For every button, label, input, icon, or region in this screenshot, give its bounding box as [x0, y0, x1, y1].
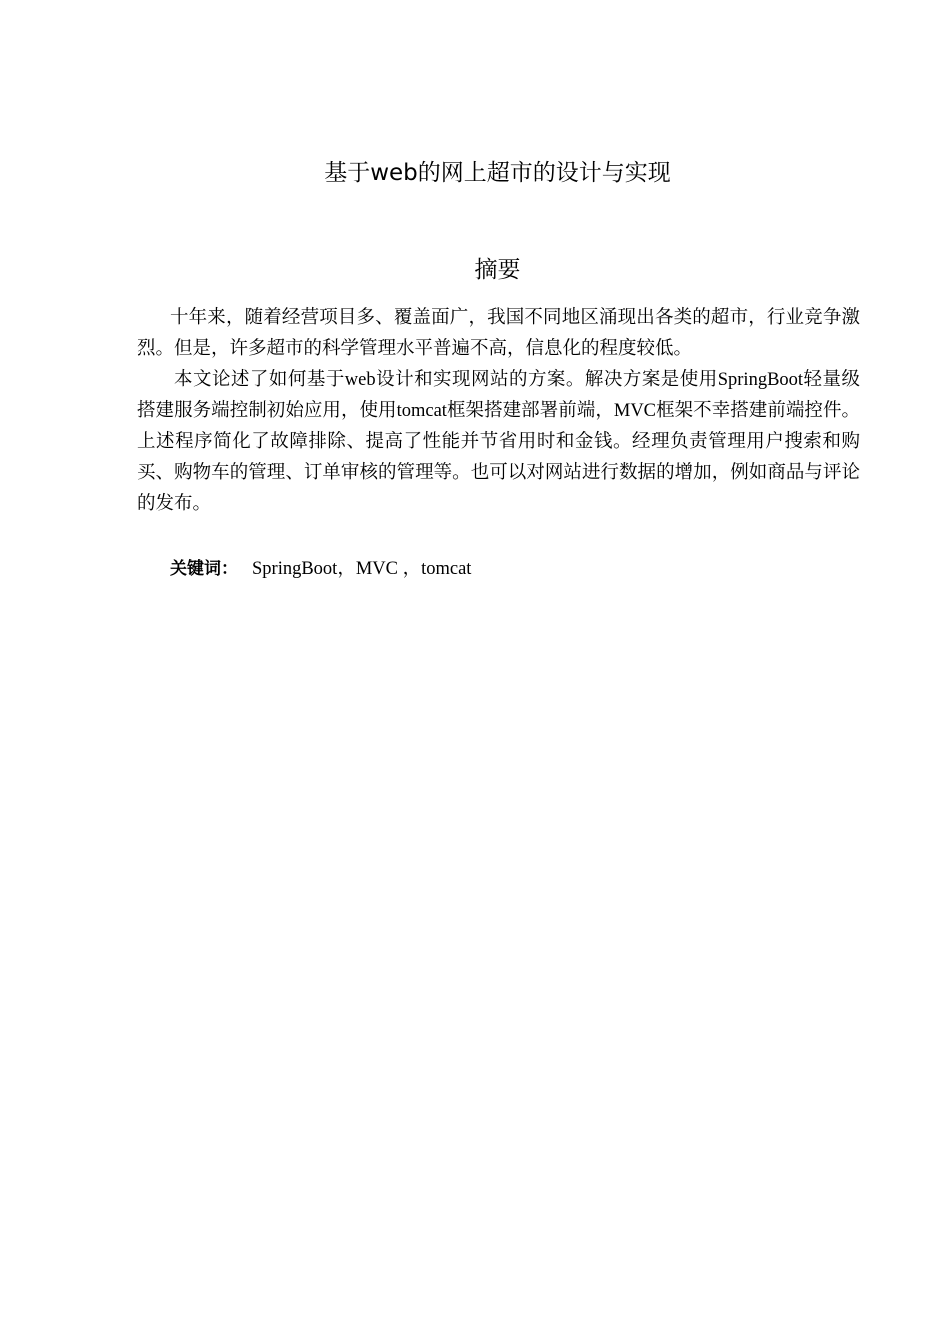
keywords-values: SpringBoot，MVC ，tomcat: [252, 559, 472, 579]
keywords-label: 关键词：: [170, 559, 238, 579]
abstract-heading: 摘要: [474, 257, 521, 283]
keywords-line: [170, 554, 471, 585]
abstract-paragraph-1: 十年来，随着经营项目多、覆盖面广，我国不同地区涌现出各类的超市，行业竞争激烈。但是，许多超市的科学管理水平普遍不高，信息化的程度较低。: [137, 308, 860, 359]
document-title: 基于web的网上超市的设计与实现: [324, 160, 671, 186]
abstract-paragraph-2: 本文论述了如何基于web设计和实现网站的方案。解决方案是使用SpringBoot轻量级搭建服务端控制初始应用，使用tomcat框架搭建部署前端，MVC框架不幸搭建前端控件。上述程序简化了故障排除、提高了性能并节省用时和金钱。经理负责管理用户搜索和购买、购物车的管理、订单审核的管理等。也可以对网站进行数据的增加，例如商品与评论的发布。: [137, 370, 860, 514]
